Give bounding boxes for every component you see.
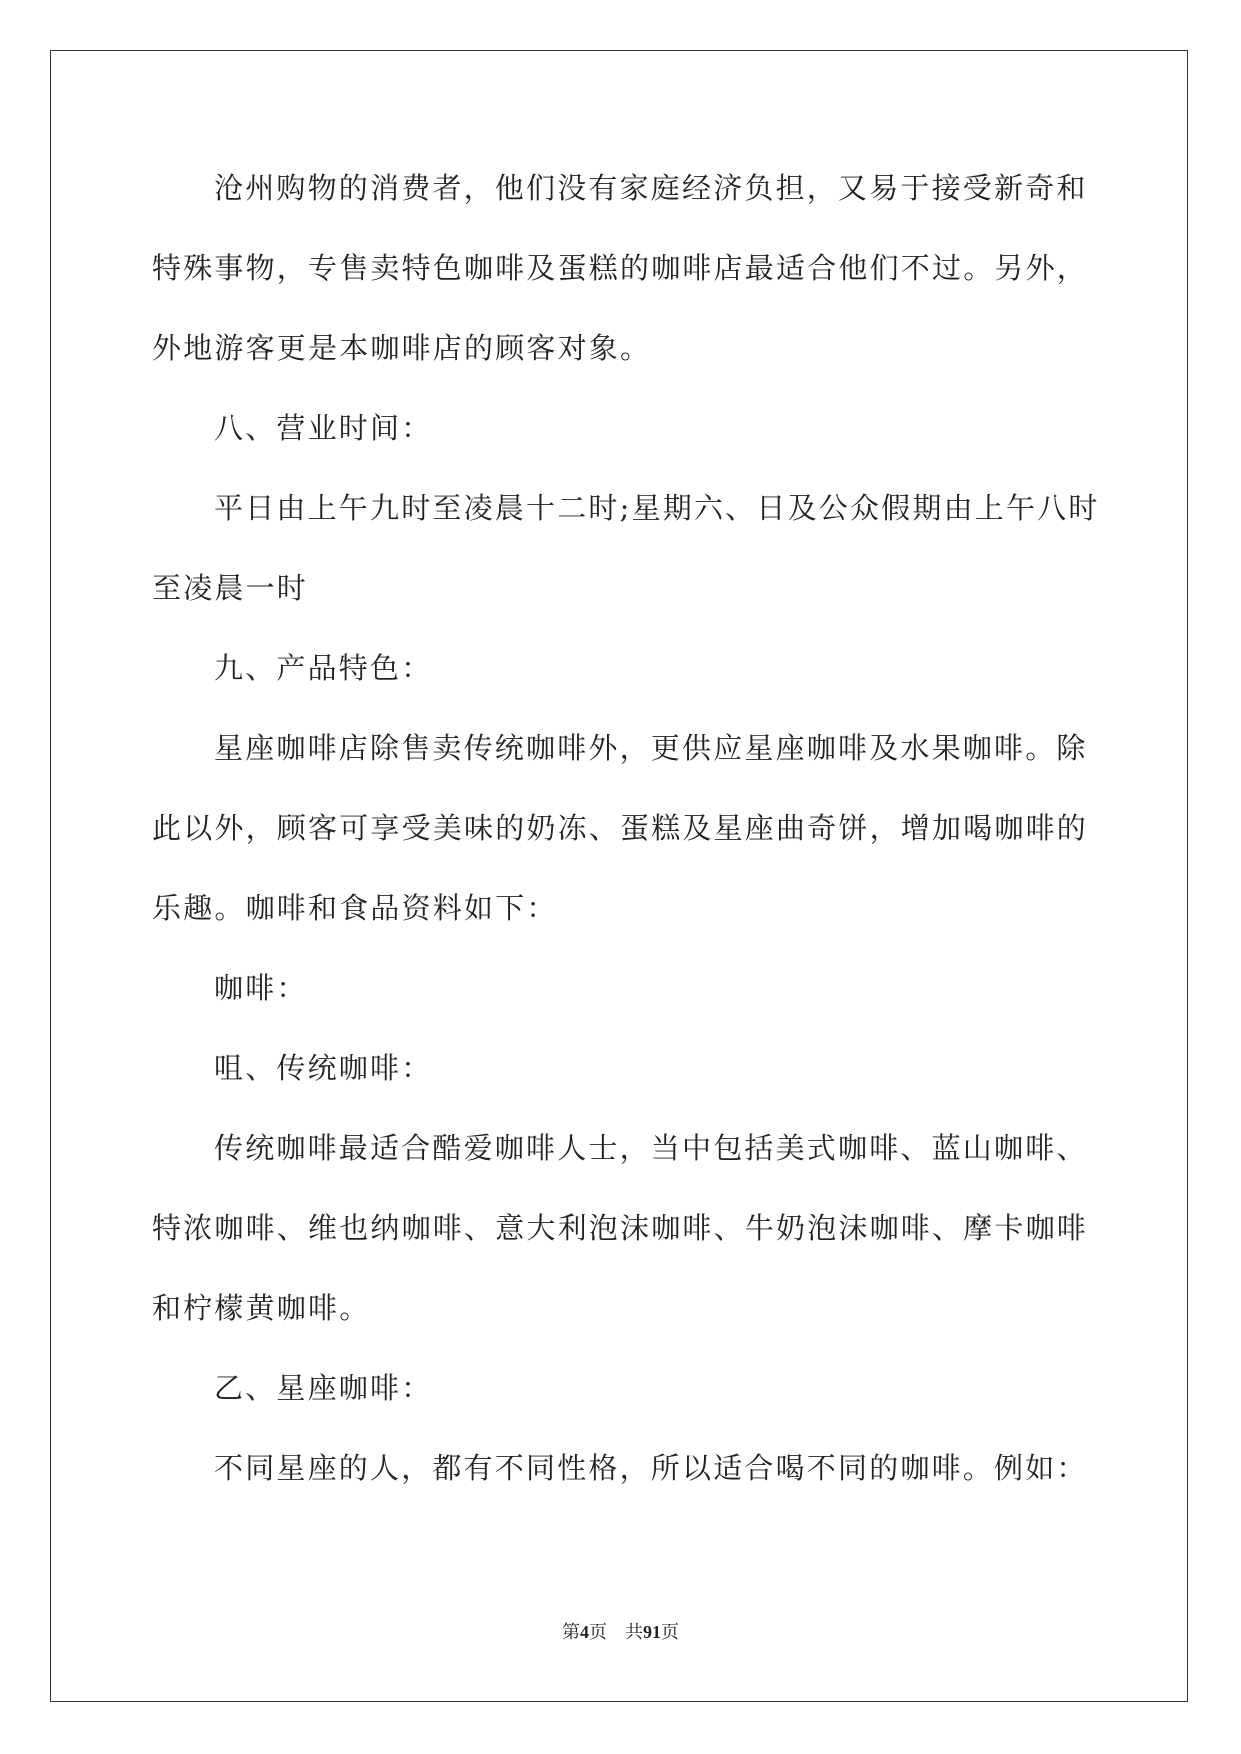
text-line: 咖啡： [214,971,308,1005]
text-line: 传统咖啡最适合酷爱咖啡人士，当中包括美式咖啡、蓝山咖啡、 [214,1131,1088,1165]
paragraph [152,1428,1092,1508]
text-line: 沧州购物的消费者，他们没有家庭经济负担，又易于接受新奇和 [214,171,1088,205]
text-line: 乐趣。咖啡和食品资料如下： [152,891,558,925]
total-pages: 91 [643,1622,661,1642]
subheading [152,1348,1092,1428]
text-line: 平日由上午九时至凌晨十二时;星期六、日及公众假期由上午八时 [214,491,1100,525]
paragraph [152,708,1092,948]
section-heading [152,628,1092,708]
text-line: 八、营业时间： [214,411,433,445]
text-line: 至凌晨一时 [152,571,309,605]
subheading [152,1028,1092,1108]
text-line: 星座咖啡店除售卖传统咖啡外，更供应星座咖啡及水果咖啡。除 [214,731,1088,765]
text-line: 不同星座的人，都有不同性格，所以适合喝不同的咖啡。例如： [214,1451,1088,1485]
paragraph [152,468,1100,628]
page-footer [0,1618,1241,1644]
text-line: 乙、星座咖啡： [214,1371,433,1405]
text-line: 此以外，顾客可享受美味的奶冻、蛋糕及星座曲奇饼，增加喝咖啡的 [152,811,1089,845]
text-line: 特浓咖啡、维也纳咖啡、意大利泡沫咖啡、牛奶泡沫咖啡、摩卡咖啡 [152,1211,1089,1245]
paragraph [152,148,1092,388]
paragraph [152,1108,1092,1348]
total-suffix: 页 [661,1622,679,1643]
text-line: 外地游客更是本咖啡店的顾客对象。 [152,331,652,365]
text-line: 咀、传统咖啡： [214,1051,433,1085]
text-line: 九、产品特色： [214,651,433,685]
subheading [152,948,1092,1028]
text-line: 和柠檬黄咖啡。 [152,1291,371,1325]
section-heading [152,388,1092,468]
total-prefix: 共 [625,1622,643,1643]
text-line: 特殊事物，专售卖特色咖啡及蛋糕的咖啡店最适合他们不过。另外， [152,251,1089,285]
page-prefix: 第 [562,1622,580,1643]
page-number: 4 [580,1622,589,1642]
page-suffix: 页 [589,1622,607,1643]
